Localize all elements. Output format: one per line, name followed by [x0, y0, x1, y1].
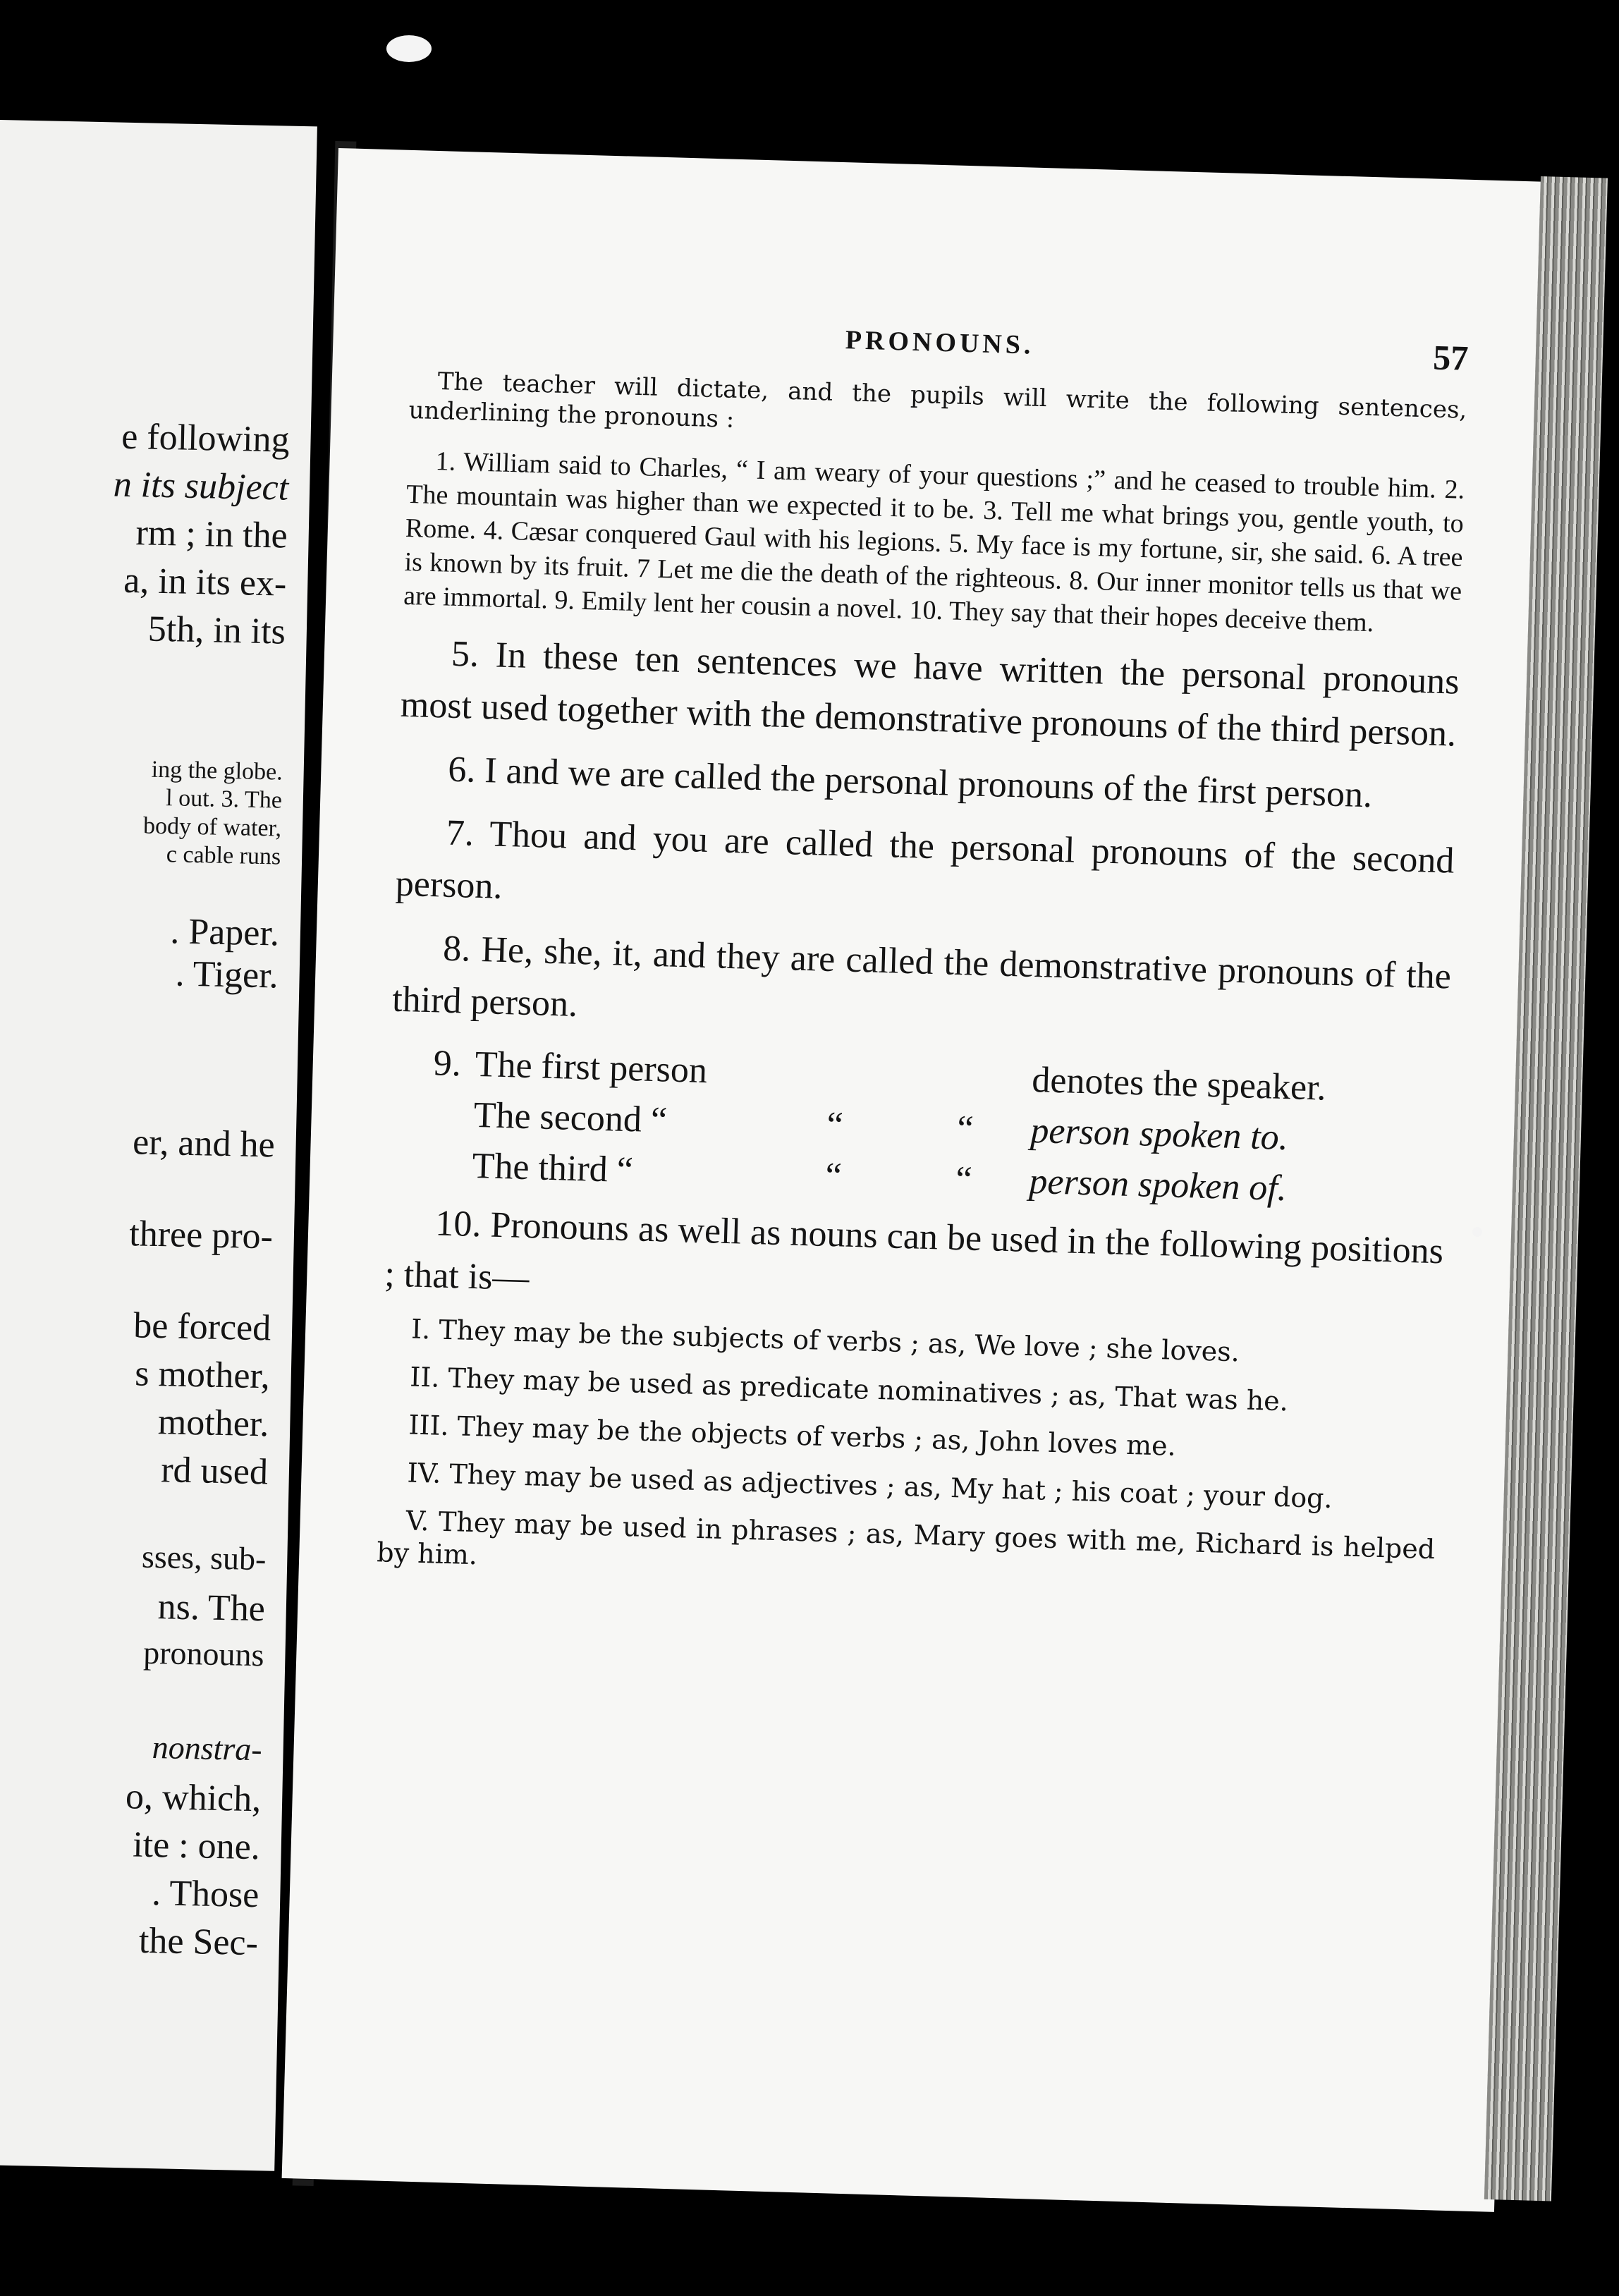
position-item: I. They may be the subjects of verbs ; as, We love ; she loves. [410, 1313, 1240, 1368]
left-fragment: ing the globe. [151, 756, 283, 786]
left-fragment: body of water, [142, 812, 282, 842]
left-fragment: rm ; in the [135, 513, 288, 556]
left-fragment: e following [121, 416, 291, 460]
position-item: II. They may be used as predicate nominatives ; as, That was he. [409, 1361, 1289, 1417]
ditto-mark [901, 1051, 1033, 1106]
person-lead: The first person [474, 1044, 708, 1092]
paragraph: 8. He, she, it, and they are called the demonstrative pronouns of the third person. [391, 928, 1452, 1025]
ditto-mark [771, 1048, 903, 1102]
left-fragment: 5th, in its [147, 609, 286, 652]
left-fragment: er, and he [132, 1122, 276, 1166]
right-page [282, 148, 1551, 2212]
left-fragment: a, in its ex- [123, 560, 287, 604]
position-item: V. They may be used in phrases ; as, Mary goes with me, Richard is helped by him. [376, 1505, 1436, 1571]
persons-table [387, 1037, 1448, 1219]
dust-speck [386, 35, 432, 62]
left-fragment: ite : one. [132, 1824, 261, 1868]
ditto-mark: “ [826, 1104, 844, 1146]
ditto-mark: “ [824, 1155, 843, 1197]
left-page [0, 120, 317, 2171]
paragraph: 10. Pronouns as well as nouns can be used in the following positions ; that is— [384, 1203, 1444, 1299]
person-lead: The third “ [471, 1145, 634, 1191]
person-tail: person spoken of. [1028, 1161, 1288, 1209]
ditto-mark: “ [956, 1109, 975, 1149]
paragraph: 5. In these ten sentences we have written the personal pronouns most used together with the demonstrative pronouns of the third person. [400, 633, 1460, 755]
left-fragment: rd used [160, 1450, 269, 1493]
left-fragment: s mother, [134, 1353, 271, 1397]
left-fragment: o, which, [125, 1776, 262, 1820]
left-fragment: pronouns [142, 1634, 265, 1673]
left-fragment: . Tiger. [175, 953, 279, 996]
dust-speck [1472, 1227, 1482, 1237]
page-content [376, 312, 1469, 1613]
left-fragment: . Those [151, 1873, 259, 1916]
person-tail: person spoken to. [1030, 1110, 1289, 1159]
left-fragment: c cable runs [166, 841, 281, 870]
running-title: PRONOUNS. [845, 325, 1035, 360]
person-lead: The second “ [472, 1094, 668, 1141]
left-fragment: sses, sub- [141, 1538, 267, 1577]
left-fragment: ns. The [157, 1587, 266, 1630]
page-number: 57 [1432, 337, 1470, 378]
ditto-mark: “ [955, 1159, 973, 1200]
left-fragment: three pro- [128, 1214, 274, 1257]
paragraph: 7. Thou and you are called the personal pronouns of the second person. [395, 812, 1455, 907]
left-fragment: . Paper. [169, 911, 280, 954]
left-fragment: nonstra- [152, 1729, 263, 1768]
left-fragment: l out. 3. The [165, 785, 283, 814]
left-fragment: mother. [157, 1402, 269, 1445]
position-item: IV. They may be used as adjectives ; as, My hat ; his coat ; your dog. [406, 1457, 1333, 1515]
left-fragment: n its subject [113, 464, 289, 508]
exercise-sentences: 1. William said to Charles, “ I am weary of your questions ;” and he ceased to trouble him. 2. The mountain was higher than we expected it to be. 3. Tell me what brings you, gentle youth, to Rome. 4. Cæsar conquered Gaul with his legions. 5. My face is my fortune, sir, she said. 6. A tree is known by its fruit. 7 Let me die the death of the righteous. 8. Our inner monitor tells us that we are immortal. 9. Emily lent her cousin a novel. 10. They say that their hopes deceive them. [403, 446, 1465, 638]
paragraph-number: 9. [433, 1043, 462, 1085]
left-fragment: the Sec- [138, 1920, 259, 1964]
position-item: III. They may be the objects of verbs ; as, John loves me. [408, 1409, 1177, 1462]
person-tail: denotes the speaker. [1031, 1059, 1327, 1109]
left-fragment: be forced [133, 1305, 271, 1349]
paragraph: 6. I and we are called the personal pronouns of the first person. [447, 749, 1373, 816]
exercise-instruction: The teacher will dictate, and the pupils will write the following sentences, underlining the pronouns : [408, 367, 1467, 434]
